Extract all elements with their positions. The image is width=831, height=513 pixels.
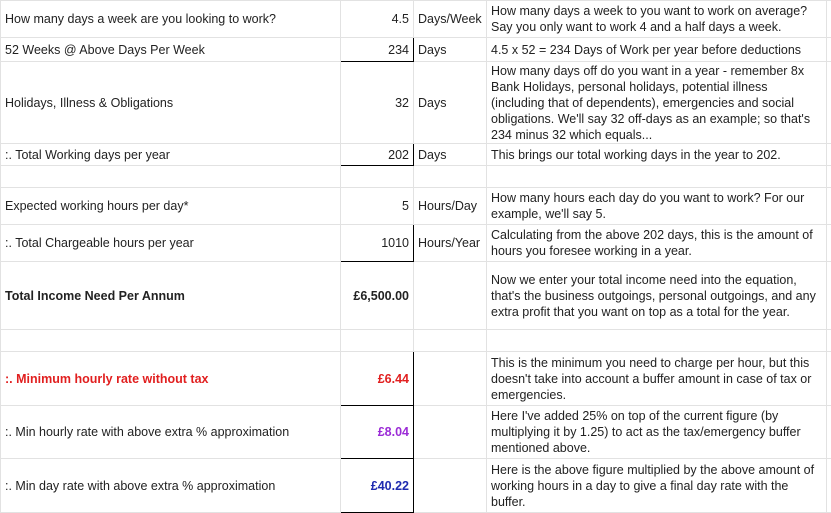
cell-empty[interactable] — [414, 166, 487, 188]
cell-value[interactable]: £6.44 — [341, 352, 414, 406]
row-chargeable-hours — [1, 225, 831, 262]
cell-unit[interactable] — [414, 352, 487, 406]
cell-label[interactable]: :. Min hourly rate with above extra % approximation — [1, 406, 341, 459]
cell-unit[interactable] — [414, 406, 487, 459]
cell-unit[interactable]: Hours/Day — [414, 188, 487, 225]
row-min-hourly-rate-extra — [1, 406, 831, 459]
cell-note[interactable]: 4.5 x 52 = 234 Days of Work per year before deductions — [487, 38, 827, 62]
row-spacer — [1, 166, 831, 188]
cell-empty[interactable] — [1, 166, 341, 188]
cell-unit[interactable]: Hours/Year — [414, 225, 487, 262]
cell-value[interactable]: £40.22 — [341, 459, 414, 513]
cell-value[interactable]: 234 — [341, 38, 414, 62]
cell-note[interactable]: How many hours each day do you want to work? For our example, we'll say 5. — [487, 188, 827, 225]
cell-note[interactable]: Now we enter your total income need into the equation, that's the business outgoings, personal outgoings, and any extra profit that you want on top as a total for the year. — [487, 262, 827, 330]
cell-label[interactable]: Total Income Need Per Annum — [1, 262, 341, 330]
cell-note[interactable]: This is the minimum you need to charge per hour, but this doesn't take into account a buffer amount in case of tax or emergencies. — [487, 352, 827, 406]
row-income-need — [1, 262, 831, 330]
cell-note[interactable]: Here is the above figure multiplied by the above amount of working hours in a day to give a final day rate with the buffer. — [487, 459, 827, 513]
cell-unit[interactable]: Days — [414, 144, 487, 166]
cell-value[interactable]: 202 — [341, 144, 414, 166]
cell-label[interactable]: 52 Weeks @ Above Days Per Week — [1, 38, 341, 62]
cell-value[interactable]: 32 — [341, 62, 414, 144]
cell-value[interactable]: 4.5 — [341, 1, 414, 38]
row-min-hourly-rate — [1, 352, 831, 406]
cell-label[interactable]: :. Min day rate with above extra % approximation — [1, 459, 341, 513]
row-spacer — [1, 330, 831, 352]
cell-label[interactable]: :. Minimum hourly rate without tax — [1, 352, 341, 406]
cell-empty[interactable] — [827, 1, 831, 38]
cell-empty[interactable] — [487, 330, 827, 352]
cell-empty[interactable] — [827, 144, 831, 166]
cell-note[interactable]: How many days off do you want in a year - remember 8x Bank Holidays, personal holidays, potential illness (including that of dependents), emergencies and social obligations. We'll say 32 off-days as an example; so that's 234 minus 32 which equals... — [487, 62, 827, 144]
row-min-day-rate — [1, 459, 831, 513]
cell-empty[interactable] — [827, 225, 831, 262]
cell-unit[interactable]: Days — [414, 62, 487, 144]
cell-unit[interactable] — [414, 262, 487, 330]
cell-value[interactable]: £6,500.00 — [341, 262, 414, 330]
cell-empty[interactable] — [827, 188, 831, 225]
cell-empty[interactable] — [827, 166, 831, 188]
cell-label[interactable]: :. Total Chargeable hours per year — [1, 225, 341, 262]
cell-value[interactable]: 1010 — [341, 225, 414, 262]
row-hours-per-day — [1, 188, 831, 225]
cell-note[interactable]: Calculating from the above 202 days, this is the amount of hours you foresee working in a year. — [487, 225, 827, 262]
cell-empty[interactable] — [827, 62, 831, 144]
cell-empty[interactable] — [827, 38, 831, 62]
cell-empty[interactable] — [827, 352, 831, 406]
row-total-working-days — [1, 144, 831, 166]
cell-empty[interactable] — [1, 330, 341, 352]
row-weeks-days — [1, 38, 831, 62]
cell-note[interactable]: Here I've added 25% on top of the current figure (by multiplying it by 1.25) to act as the tax/emergency buffer mentioned above. — [487, 406, 827, 459]
cell-unit[interactable]: Days/Week — [414, 1, 487, 38]
cell-note[interactable]: This brings our total working days in the year to 202. — [487, 144, 827, 166]
cell-unit[interactable]: Days — [414, 38, 487, 62]
cell-empty[interactable] — [341, 166, 414, 188]
cell-unit[interactable] — [414, 459, 487, 513]
cell-label[interactable]: How many days a week are you looking to work? — [1, 1, 341, 38]
cell-label[interactable]: Holidays, Illness & Obligations — [1, 62, 341, 144]
row-days-per-week — [1, 1, 831, 38]
cell-empty[interactable] — [827, 459, 831, 513]
cell-empty[interactable] — [414, 330, 487, 352]
cell-empty[interactable] — [827, 262, 831, 330]
cell-empty[interactable] — [827, 406, 831, 459]
cell-value[interactable]: £8.04 — [341, 406, 414, 459]
cell-note[interactable]: How many days a week to you want to work on average? Say you only want to work 4 and a half days a week. — [487, 1, 827, 38]
row-holidays — [1, 62, 831, 144]
cell-empty[interactable] — [341, 330, 414, 352]
cell-empty[interactable] — [487, 166, 827, 188]
cell-value[interactable]: 5 — [341, 188, 414, 225]
cell-label[interactable]: Expected working hours per day* — [1, 188, 341, 225]
cell-empty[interactable] — [827, 330, 831, 352]
cell-label[interactable]: :. Total Working days per year — [1, 144, 341, 166]
